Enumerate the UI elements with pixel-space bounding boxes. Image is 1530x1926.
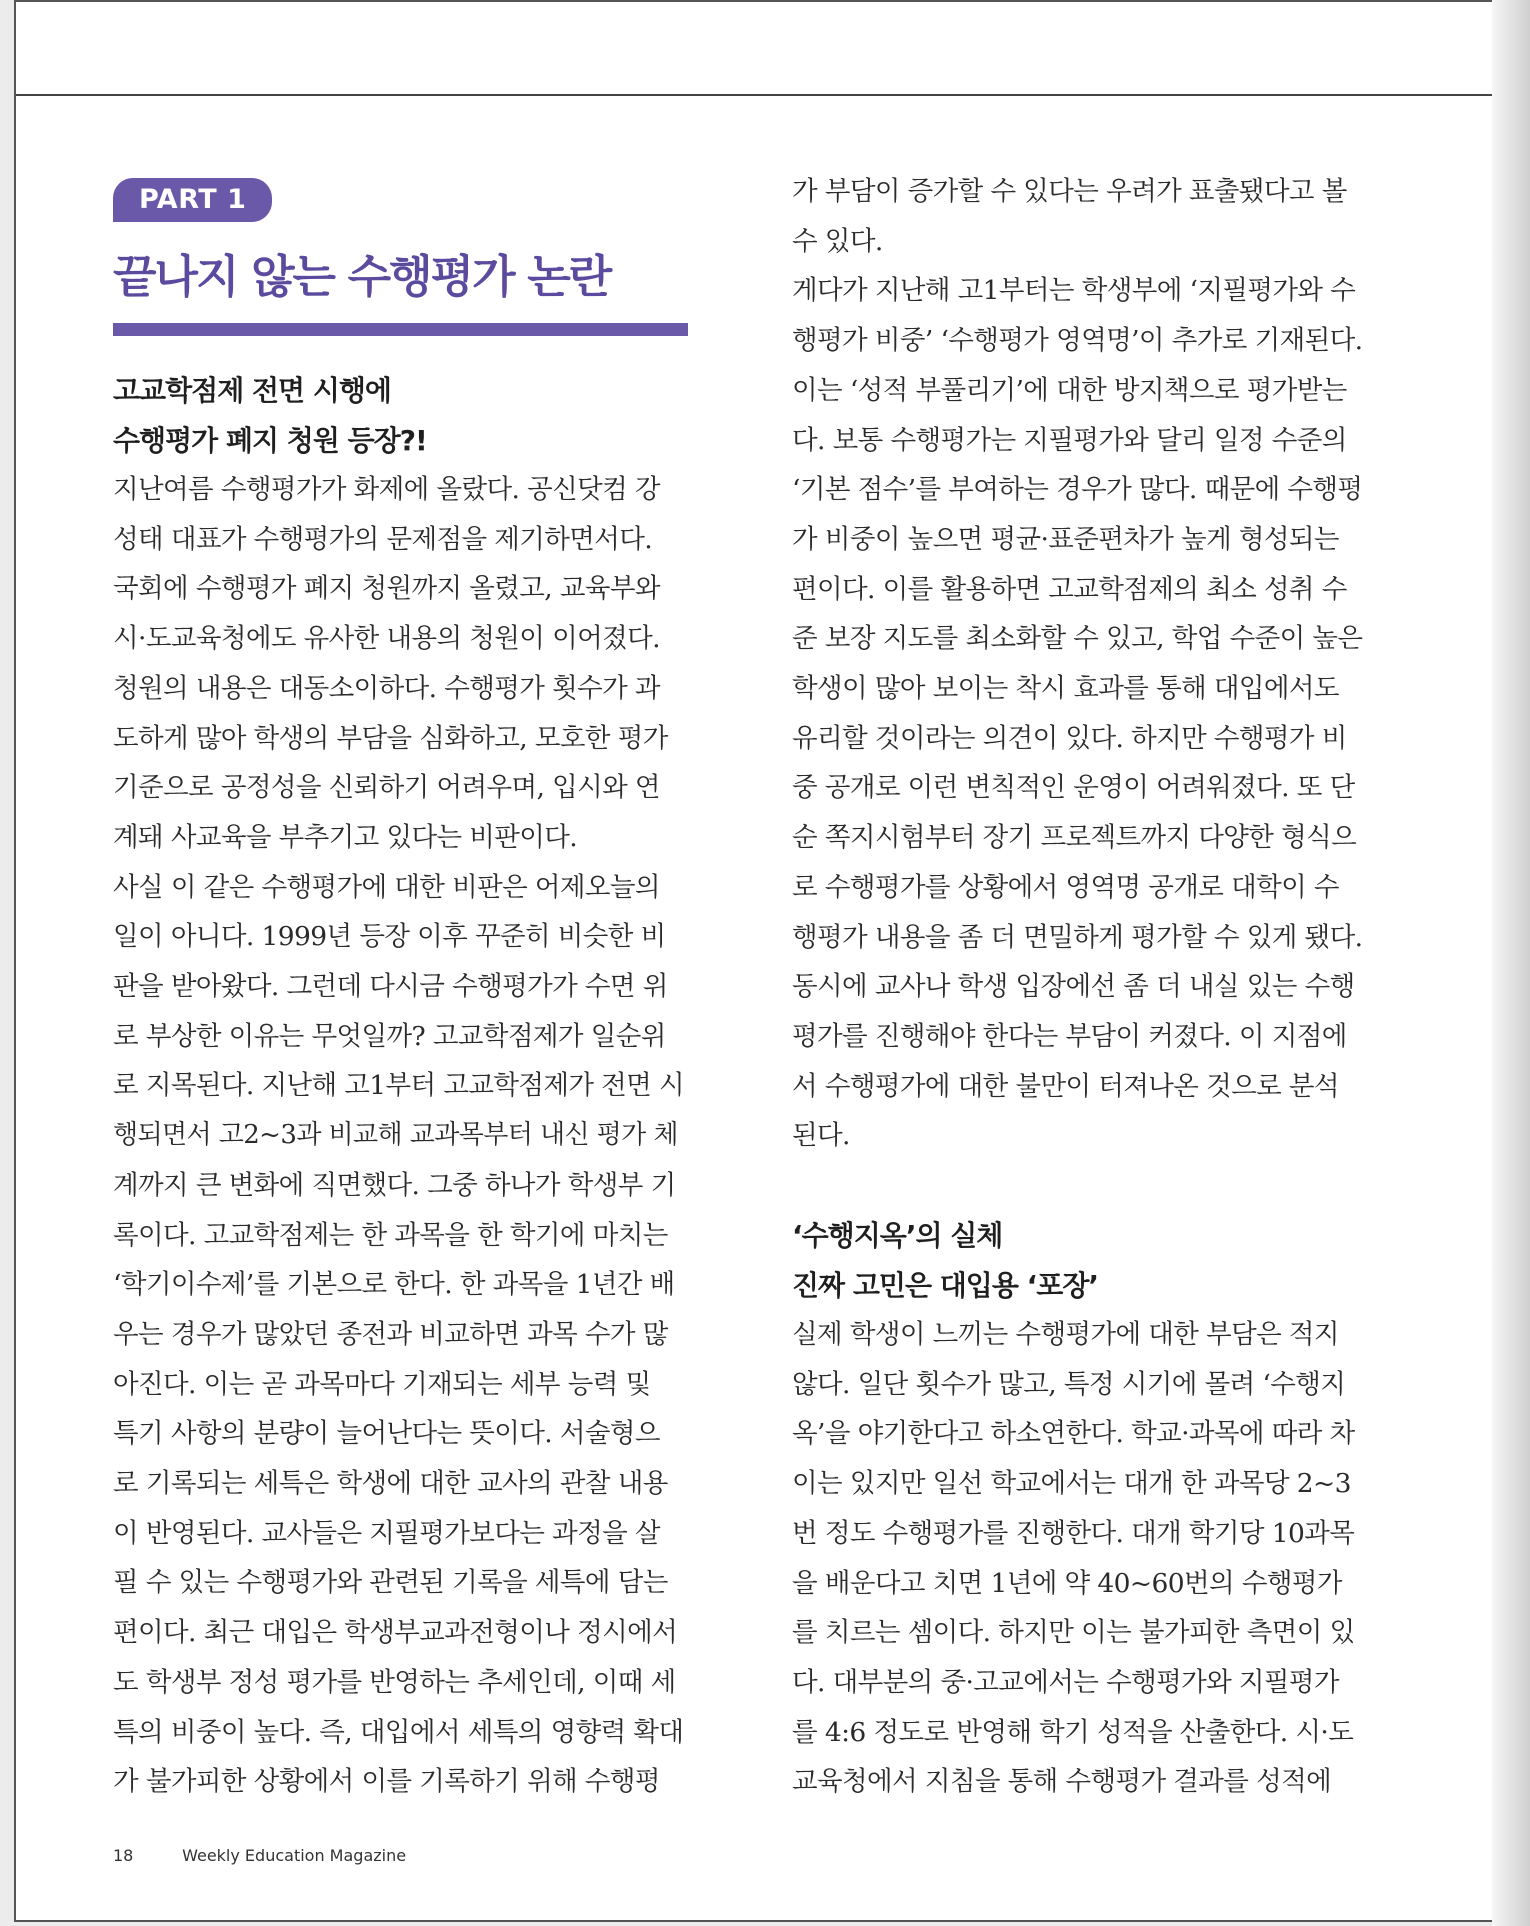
text-line: 도하게 많아 학생의 부담을 심화하고, 모호한 평가 (113, 722, 668, 754)
text-line: 학생이 많아 보이는 착시 효과를 통해 대입에서도 (792, 673, 1339, 705)
article-title: 끝나지 않는 수행평가 논란 (113, 250, 611, 303)
subhead-line: 고교학점제 전면 시행에 (113, 374, 391, 407)
text-line: 계까지 큰 변화에 직면했다. 그중 하나가 학생부 기 (113, 1169, 676, 1201)
text-line: 록이다. 고교학점제는 한 과목을 한 학기에 마치는 (113, 1219, 668, 1251)
text-line: 옥’을 야기한다고 하소연한다. 학교·과목에 따라 차 (792, 1418, 1355, 1450)
text-line: 필 수 있는 수행평가와 관련된 기록을 세특에 담는 (113, 1567, 668, 1599)
page-footer (113, 1846, 406, 1865)
text-line: 실제 학생이 느끼는 수행평가에 대한 부담은 적지 (792, 1319, 1339, 1350)
text-line: 게다가 지난해 고1부터는 학생부에 ‘지필평가와 수 (792, 275, 1356, 307)
text-line: 을 배운다고 치면 1년에 약 40~60번의 수행평가 (792, 1567, 1342, 1599)
text-line: 를 치르는 셈이다. 하지만 이는 불가피한 측면이 있 (792, 1617, 1355, 1649)
text-line: 다. 보통 수행평가는 지필평가와 달리 일정 수준의 (792, 424, 1347, 456)
right-body-text-top (792, 167, 1367, 1161)
text-line: 가 부담이 증가할 수 있다는 우려가 표출됐다고 볼 (792, 176, 1347, 207)
page-edge-shadow (1492, 0, 1530, 1926)
magazine-name: Weekly Education Magazine (182, 1846, 407, 1865)
text-line: 된다. (792, 1120, 850, 1152)
text-line: 다. 대부분의 중·고교에서는 수행평가와 지필평가 (792, 1666, 1339, 1698)
subhead-line: ‘수행지옥’의 실체 (792, 1219, 1003, 1252)
text-line: 로 지목된다. 지난해 고1부터 고교학점제가 전면 시 (113, 1070, 685, 1102)
text-line: 유리할 것이라는 의견이 있다. 하지만 수행평가 비 (792, 722, 1347, 754)
text-line: 로 수행평가를 상황에서 영역명 공개로 대학이 수 (792, 871, 1339, 903)
text-line: 이는 있지만 일선 학교에서는 대개 한 과목당 2~3 (792, 1468, 1351, 1500)
text-line: 지난여름 수행평가가 화제에 올랐다. 공신닷컴 강 (113, 474, 660, 505)
text-line: 가 비중이 높으면 평균·표준편차가 높게 형성되는 (792, 523, 1339, 555)
text-line: 국회에 수행평가 폐지 청원까지 올렸고, 교육부와 (113, 573, 660, 605)
page-top-strip (16, 2, 1526, 96)
text-line: 서 수행평가에 대한 불만이 터져나온 것으로 분석 (792, 1070, 1339, 1102)
left-subhead (113, 366, 688, 465)
text-line: 중 공개로 이런 변칙적인 운영이 어려워졌다. 또 단 (792, 772, 1355, 804)
subhead-line: 진짜 고민은 대입용 ‘포장’ (792, 1268, 1098, 1302)
subhead-line: 수행평가 폐지 청원 등장?! (113, 423, 427, 457)
text-line: 행되면서 고2~3과 비교해 교과목부터 내신 평가 체 (113, 1120, 678, 1151)
text-line: 로 부상한 이유는 무엇일까? 고교학점제가 일순위 (113, 1020, 666, 1052)
right-subhead (792, 1211, 1367, 1310)
text-line: 청원의 내용은 대동소이하다. 수행평가 횟수가 과 (113, 672, 660, 704)
text-line: 가 불가피한 상황에서 이를 기록하기 위해 수행평 (113, 1766, 660, 1798)
text-line: 사실 이 같은 수행평가에 대한 비판은 어제오늘의 (113, 871, 660, 903)
left-body-text (113, 465, 688, 1807)
text-line: 순 쪽지시험부터 장기 프로젝트까지 다양한 형식으 (792, 822, 1357, 854)
text-line: 도 학생부 정성 평가를 반영하는 추세인데, 이때 세 (113, 1666, 676, 1698)
text-line: 아진다. 이는 곧 과목마다 기재되는 세부 능력 및 (113, 1368, 651, 1400)
text-line: 계돼 사교육을 부추기고 있다는 비판이다. (113, 821, 578, 853)
text-line: 행평가 내용을 좀 더 면밀하게 평가할 수 있게 됐다. (792, 921, 1363, 953)
text-line: 이 반영된다. 교사들은 지필평가보다는 과정을 살 (113, 1517, 660, 1549)
text-line: 않다. 일단 횟수가 많고, 특정 시기에 몰려 ‘수행지 (792, 1368, 1346, 1400)
text-line: 수 있다. (792, 225, 883, 257)
text-line: ‘기본 점수’를 부여하는 경우가 많다. 때문에 수행평 (792, 474, 1363, 506)
right-body-text-bottom (792, 1310, 1367, 1807)
text-line: 준 보장 지도를 최소화할 수 있고, 학업 수준이 높은 (792, 623, 1363, 655)
text-line: 시·도교육청에도 유사한 내용의 청원이 이어졌다. (113, 623, 660, 655)
text-line: 기준으로 공정성을 신뢰하기 어려우며, 입시와 연 (113, 772, 660, 804)
text-line: 이는 ‘성적 부풀리기’에 대한 방지책으로 평가받는 (792, 374, 1347, 406)
part-badge: PART 1 (113, 178, 272, 222)
text-line: 교육청에서 지침을 통해 수행평가 결과를 성적에 (792, 1766, 1332, 1798)
title-underline-bar (113, 323, 688, 336)
text-line: 편이다. 최근 대입은 학생부교과전형이나 정시에서 (113, 1617, 678, 1649)
text-line: 를 4:6 정도로 반영해 학기 성적을 산출한다. 시·도 (792, 1716, 1354, 1748)
text-line: 평가를 진행해야 한다는 부담이 커졌다. 이 지점에 (792, 1020, 1347, 1052)
text-line: 우는 경우가 많았던 종전과 비교하면 과목 수가 많 (113, 1318, 668, 1350)
text-line: 로 기록되는 세특은 학생에 대한 교사의 관찰 내용 (113, 1468, 668, 1500)
text-line: 성태 대표가 수행평가의 문제점을 제기하면서다. (113, 523, 653, 555)
text-line: 행평가 비중’ ‘수행평가 영역명’이 추가로 기재된다. (792, 325, 1363, 357)
text-line: 동시에 교사나 학생 입장에선 좀 더 내실 있는 수행 (792, 971, 1355, 1003)
text-line: 일이 아니다. 1999년 등장 이후 꾸준히 비슷한 비 (113, 921, 666, 953)
text-line: 특의 비중이 높다. 즉, 대입에서 세특의 영향력 확대 (113, 1716, 684, 1748)
text-line: 판을 받아왔다. 그런데 다시금 수행평가가 수면 위 (113, 971, 668, 1003)
text-line: ‘학기이수제’를 기본으로 한다. 한 과목을 1년간 배 (113, 1269, 675, 1301)
text-line: 편이다. 이를 활용하면 고교학점제의 최소 성취 수 (792, 573, 1347, 605)
page-number: 18 (113, 1846, 134, 1865)
text-line: 번 정도 수행평가를 진행한다. 대개 학기당 10과목 (792, 1517, 1355, 1549)
text-line: 특기 사항의 분량이 늘어난다는 뜻이다. 서술형으 (113, 1418, 660, 1450)
